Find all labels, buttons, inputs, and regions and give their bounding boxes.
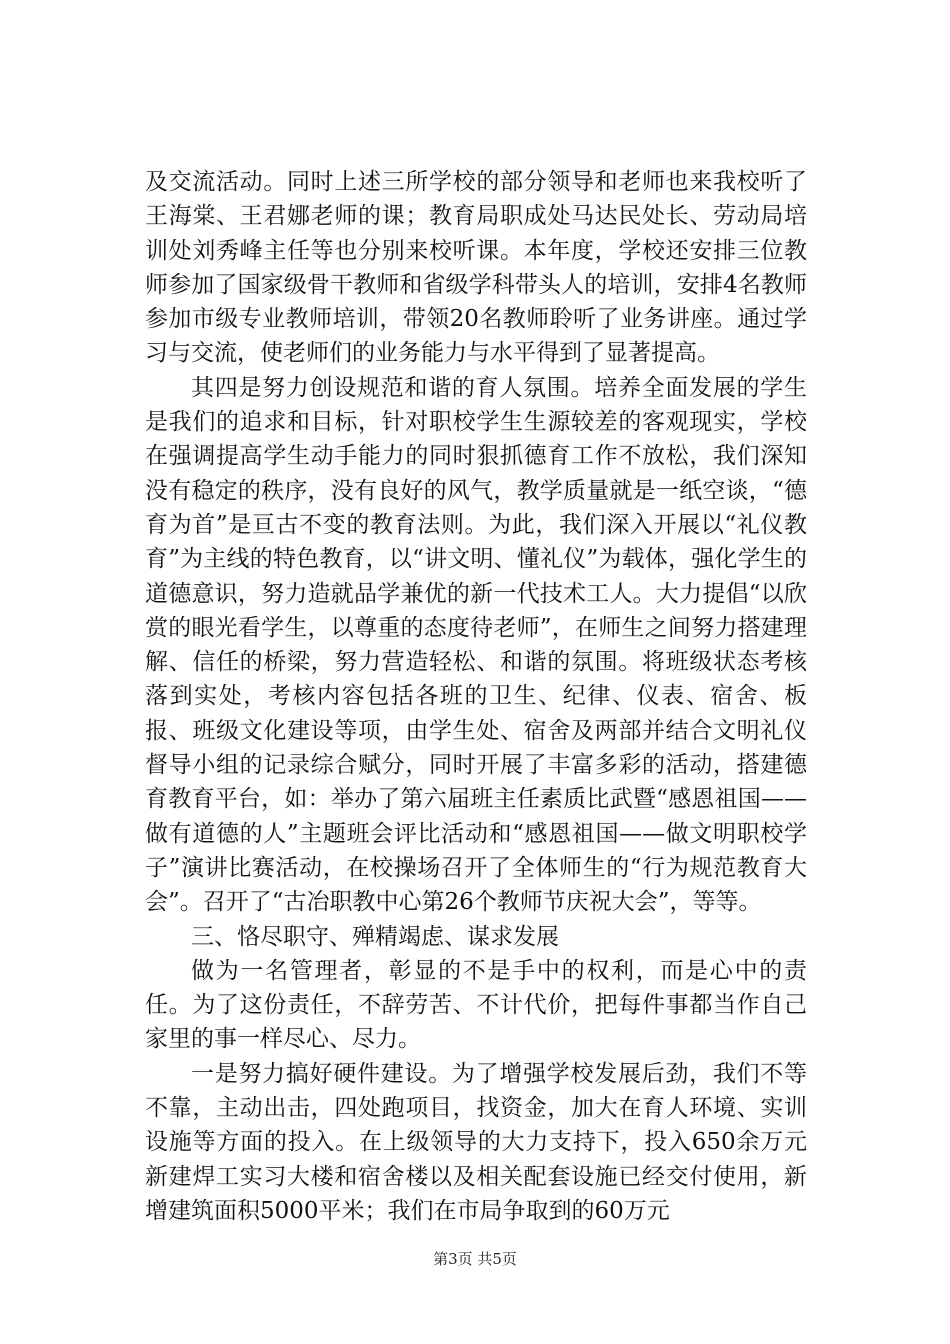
- paragraph-4: 一是努力搞好硬件建设。为了增强学校发展后劲，我们不等不靠，主动出击，四处跑项目，找资金，加大在育人环境、实训设施等方面的投入。在上级领导的大力支持下，投入650余万元新建焊工实习大楼和宿舍楼以及相关配套设施已经交付使用，新增建筑面积5000平米；我们在市局争取到的60万元: [145, 1060, 807, 1224]
- document-body: [145, 165, 807, 1228]
- paragraph-1: 及交流活动。同时上述三所学校的部分领导和老师也来我校听了王海棠、王君娜老师的课；教育局职成处马达民处长、劳动局培训处刘秀峰主任等也分别来校听课。本年度，学校还安排三位教师参加了国家级骨干教师和省级学科带头人的培训，安排4名教师参加市级专业教师培训，带领20名教师聆听了业务讲座。通过学习与交流，使老师们的业务能力与水平得到了显著提高。: [145, 169, 807, 367]
- paragraph-2: 其四是努力创设规范和谐的育人氛围。培养全面发展的学生是我们的追求和目标，针对职校学生生源较差的客观现实，学校在强调提高学生动手能力的同时狠抓德育工作不放松，我们深知没有稳定的秩序，没有良好的风气，教学质量就是一纸空谈，“德育为首”是亘古不变的教育法则。为此，我们深入开展以“礼仪教育”为主线的特色教育，以“讲文明、懂礼仪”为载体，强化学生的道德意识，努力造就品学兼优的新一代技术工人。大力提倡“以欣赏的眼光看学生，以尊重的态度待老师”，在师生之间努力搭建理解、信任的桥梁，努力营造轻松、和谐的氛围。将班级状态考核落到实处，考核内容包括各班的卫生、纪律、仪表、宿舍、板报、班级文化建设等项，由学生处、宿舍及两部并结合文明礼仪督导小组的记录综合赋分，同时开展了丰富多彩的活动，搭建德育教育平台，如：举办了第六届班主任素质比武暨“感恩祖国——做有道德的人”主题班会评比活动和“感恩祖国——做文明职校学子”演讲比赛活动，在校操场召开了全体师生的“行为规范教育大会”。召开了“古冶职教中心第26个教师节庆祝大会”，等等。: [145, 374, 807, 916]
- page-number: 第3页 共5页: [433, 1250, 517, 1268]
- section-heading: 三、恪尽职守、殚精竭虑、谋求发展: [191, 923, 559, 950]
- paragraph-3: 做为一名管理者，彰显的不是手中的权利，而是心中的责任。为了这份责任，不辞劳苦、不计代价，把每件事都当作自己家里的事一样尽心、尽力。: [145, 957, 807, 1053]
- page-footer: [0, 1249, 950, 1269]
